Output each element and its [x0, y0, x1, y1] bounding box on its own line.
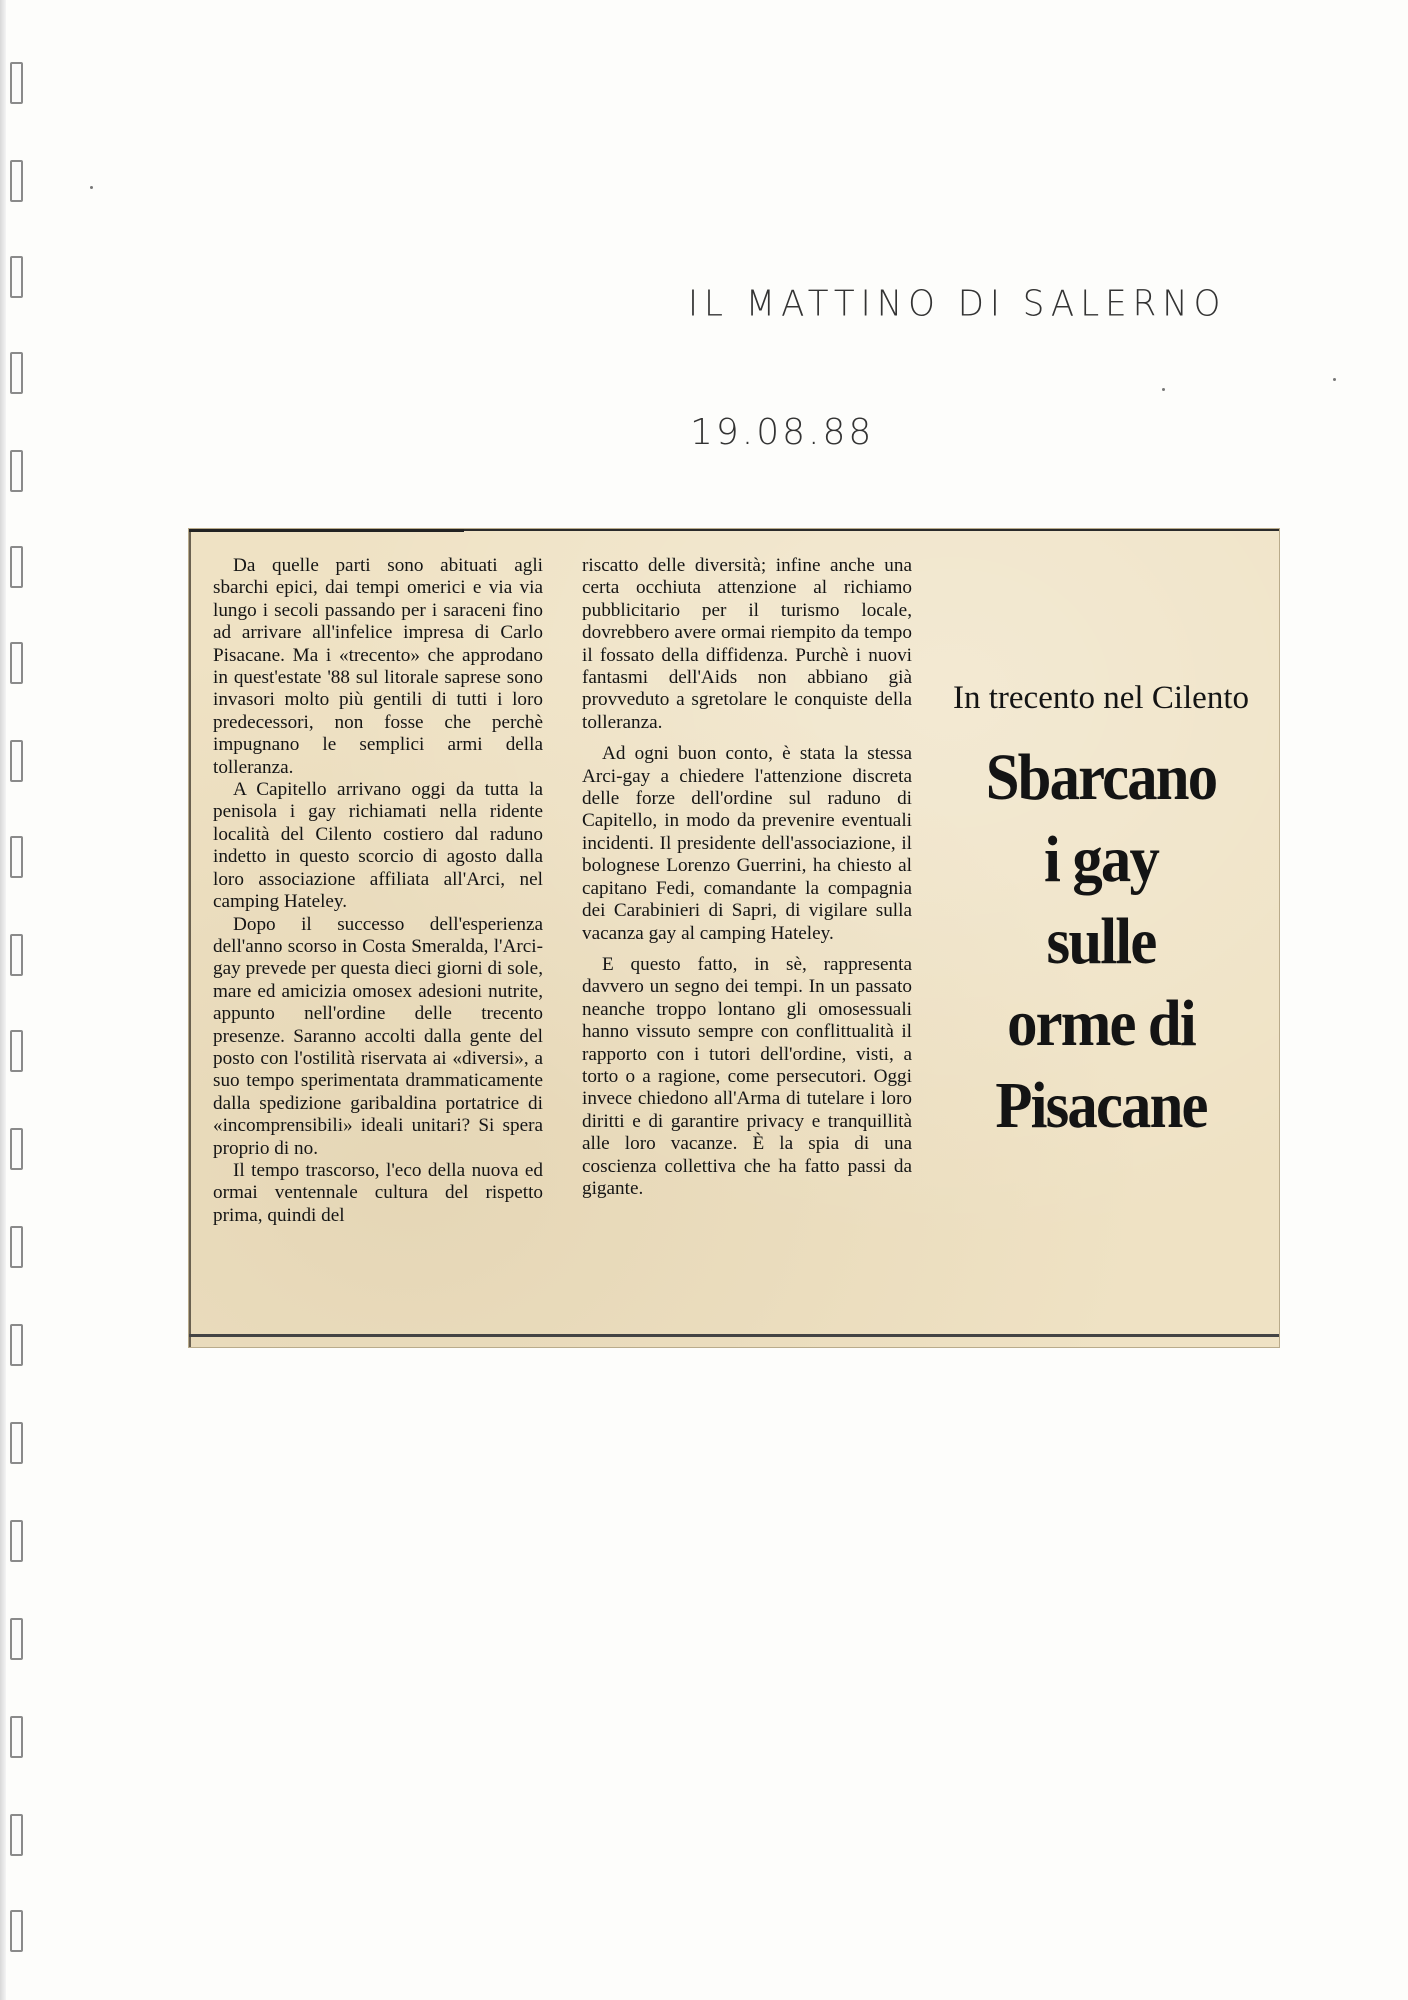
page-edge: [0, 0, 6, 2000]
headline-line: orme di: [1007, 987, 1195, 1060]
handwritten-newspaper-name: IL MATTINO DI SALERNO: [688, 283, 1227, 325]
binder-hole: [10, 546, 23, 588]
top-rule-accent: [189, 529, 464, 532]
article-column-2: [582, 555, 912, 1200]
binder-hole: [10, 836, 23, 878]
newspaper-clipping: [188, 528, 1280, 1348]
binder-hole: [10, 1618, 23, 1660]
article-column-1: [213, 555, 543, 1227]
binder-hole: [10, 256, 23, 298]
headline-line: Sbarcano: [985, 741, 1217, 814]
binder-hole: [10, 1128, 23, 1170]
binder-hole: [10, 450, 23, 492]
paragraph: Da quelle parti sono abituati agli sbarchi epici, dai tempi omerici e via via lungo i secoli passando per i saraceni fino ad arrivare all'infelice impresa di Carlo Pisacane. Ma i «trecento» che approdano in quest'estate '88 sul litorale saprese sono invasori molto più gentili di tutti i loro predecessori, non fosse che perchè impugnano le semplici armi della tolleranza.: [213, 555, 543, 778]
headline-line: sulle: [1046, 905, 1156, 978]
binder-hole: [10, 642, 23, 684]
bottom-rule: [189, 1334, 1279, 1337]
binder-hole: [10, 1520, 23, 1562]
headline: [954, 737, 1248, 1147]
speck: [90, 186, 93, 189]
binder-hole: [10, 1030, 23, 1072]
paragraph: E questo fatto, in sè, rappresenta davvero un segno dei tempi. In un passato neanche troppo lontano gli omosessuali hanno vissuto sempre con conflittualità il rapporto con i tutori dell'ordine, visti, a torto o a ragione, come persecutori. Oggi invece chiedono all'Arma di tutelare i loro diritti e di garantire privacy e tranquillità alle loro vacanze. È la spia di una coscienza collettiva che ha fatto passi da gigante.: [582, 953, 912, 1199]
binder-hole: [10, 1324, 23, 1366]
binder-hole: [10, 1910, 23, 1952]
binder-hole: [10, 934, 23, 976]
handwritten-date: 19.08.88: [690, 412, 875, 453]
binder-hole: [10, 352, 23, 394]
binder-hole: [10, 1422, 23, 1464]
binder-hole: [10, 1226, 23, 1268]
kicker: In trecento nel Cilento: [953, 680, 1249, 716]
headline-block: [941, 679, 1261, 1147]
binder-hole: [10, 62, 23, 104]
paragraph: Ad ogni buon conto, è stata la stessa Arci-gay a chiedere l'attenzione discreta delle forze dell'ordine sul raduno di Capitello, in modo da prevenire eventuali incidenti. Il presidente dell'associazione, il bolognese Lorenzo Guerrini, ha chiesto al capitano Fedi, comandante la compagnia dei Carabinieri di Sapri, di vigilare sulla vacanza gay al camping Hateley.: [582, 743, 912, 944]
binder-hole: [10, 1716, 23, 1758]
binder-hole: [10, 740, 23, 782]
clipping-left-edge: [189, 529, 191, 1347]
paragraph: A Capitello arrivano oggi da tutta la penisola i gay richiamati nella ridente località del Cilento costiero dal raduno indetto in questo scorcio di agosto dalla loro associazione affiliata all'Arci, nel camping Hateley.: [213, 779, 543, 913]
headline-line: i gay: [1044, 823, 1158, 896]
paragraph: Dopo il successo dell'esperienza dell'anno scorso in Costa Smeralda, l'Arci-gay prevede per questa dieci giorni di sole, mare ed amicizia omosex adesioni nutrite, appunto nell'ordine delle trecento presenze. Saranno accolti dalla gente del posto con l'ostilità riservata ai «diversi», a suo tempo sperimentata drammaticamente dalla spedizione garibaldina portatrice di «incomprensibili» ideali unitari? Si spera proprio di no.: [213, 913, 543, 1159]
headline-line: Pisacane: [995, 1069, 1207, 1142]
binder-hole: [10, 160, 23, 202]
paragraph: Il tempo trascorso, l'eco della nuova ed ormai ventennale cultura del rispetto prima, quindi del: [213, 1159, 543, 1226]
paragraph: riscatto delle diversità; infine anche una certa occhiuta attenzione al richiamo pubblicitario per il turismo locale, dovrebbero avere ormai riempito da tempo il fossato della diffidenza. Purchè i nuovi fantasmi dell'Aids non abbiano già provveduto a sgretolare le conquiste della tolleranza.: [582, 555, 912, 733]
speck: [1162, 388, 1165, 391]
binder-hole: [10, 1814, 23, 1856]
speck: [1333, 378, 1336, 381]
